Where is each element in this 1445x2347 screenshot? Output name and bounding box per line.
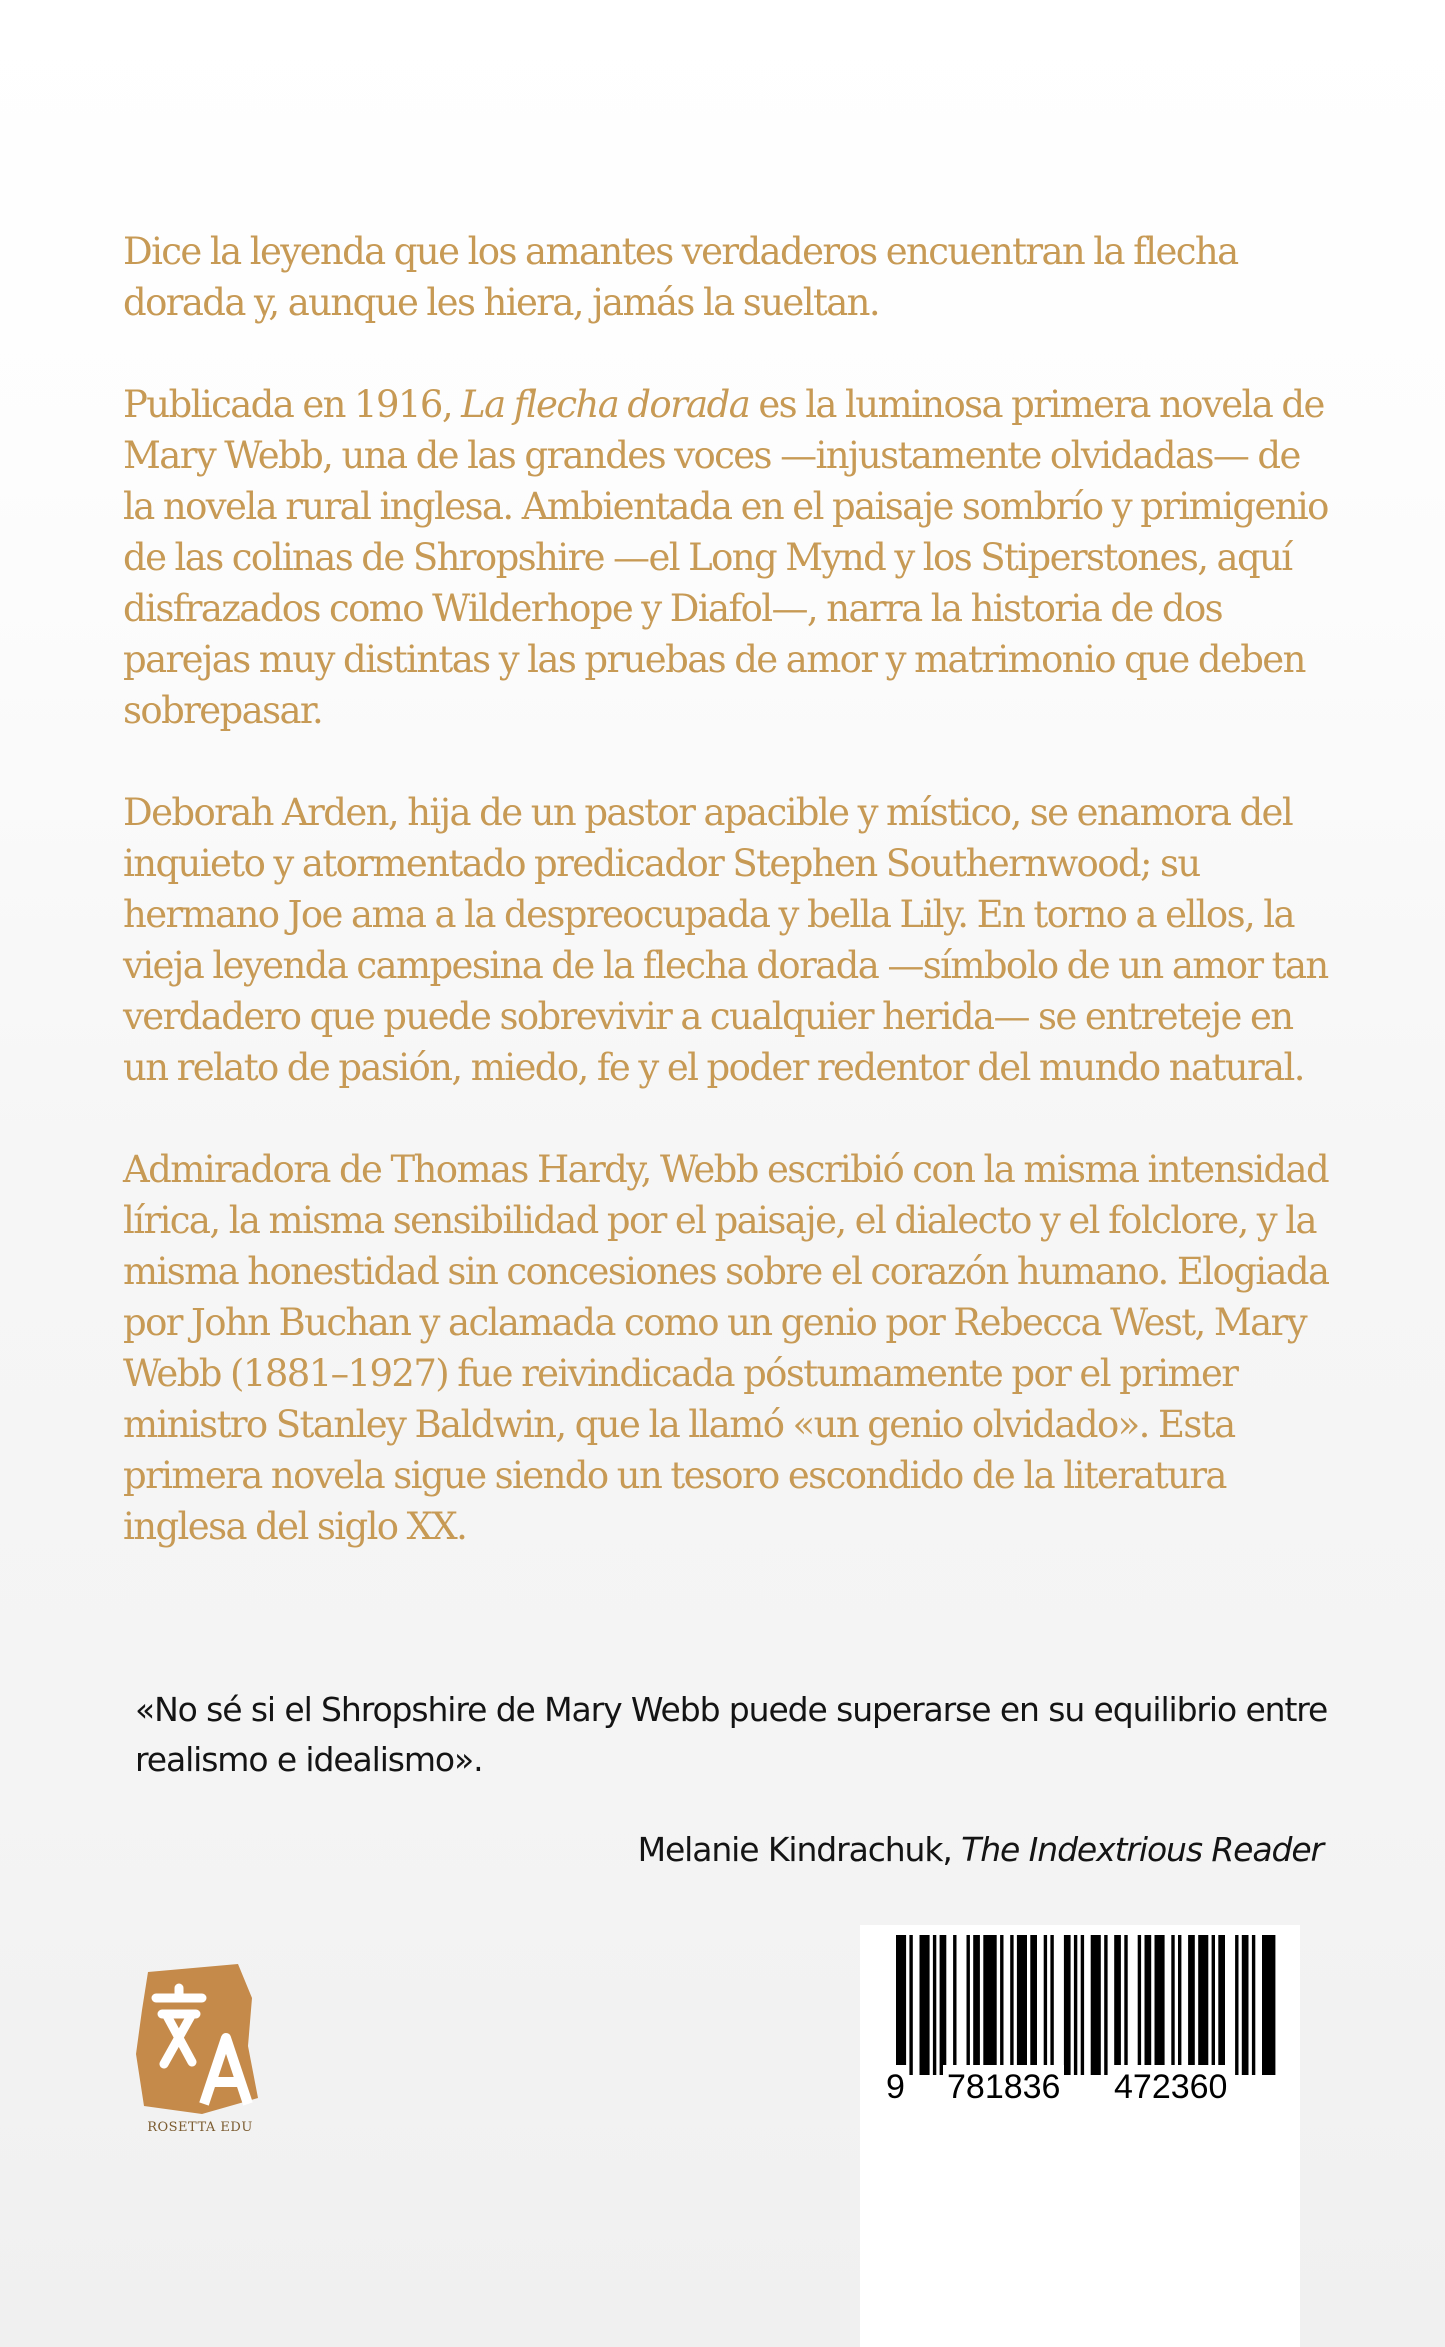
barcode-bar <box>983 1935 996 2075</box>
barcode-bar <box>1030 1935 1037 2075</box>
barcode-bar <box>1010 1935 1013 2075</box>
barcode-bar <box>967 1935 970 2075</box>
barcode-bar <box>1145 1935 1152 2075</box>
blurb-paragraph-3: Deborah Arden, hija de un pastor apacible y místico, se enamora del inquieto y atormentado predicador Stephen Southernwood; su hermano Joe ama a la despreocupada y bella Lily. En torno a ellos, la vieja leyenda campesina de la flecha dorada —símbolo de un amor tan verdadero que puede sobrevivir a cualquier herida— se entreteje en un relato de pasión, miedo, fe y el poder redentor del mundo natural. <box>123 791 1328 1089</box>
isbn-first-digit: 9 <box>882 2065 909 2109</box>
publisher-logo <box>130 1958 270 2143</box>
barcode-bar <box>1064 1935 1071 2075</box>
barcode-bar <box>1212 1935 1215 2075</box>
barcode-bar <box>1242 1935 1249 2075</box>
barcode-bar <box>1218 1935 1225 2075</box>
translate-icon <box>130 1958 270 2118</box>
isbn-group-2: 472360 <box>1110 2065 1231 2109</box>
barcode-bar <box>1124 1935 1127 2075</box>
review-quote: «No sé si el Shropshire de Mary Webb puede superarse en su equilibrio entre realismo e idealismo». <box>135 1690 1328 1779</box>
barcode-bar <box>1188 1935 1195 2075</box>
quote-author: Melanie Kindrachuk, <box>637 1830 962 1869</box>
barcode-bar <box>909 1935 912 2075</box>
barcode-bar <box>933 1935 936 2075</box>
isbn-barcode <box>860 1925 1300 2347</box>
barcode-bars <box>860 1925 1300 2075</box>
quote-attribution <box>638 1825 1323 1875</box>
barcode-bar <box>1138 1935 1141 2075</box>
barcode-bar <box>1155 1935 1165 2075</box>
barcode-bar <box>1104 1935 1107 2075</box>
isbn-group-1: 781836 <box>943 2065 1064 2109</box>
quote-source: The Indextrious Reader <box>961 1830 1323 1869</box>
barcode-bar <box>1178 1935 1181 2075</box>
blurb-paragraph-2 <box>123 379 1338 736</box>
barcode-bar <box>1252 1935 1255 2075</box>
barcode-bar <box>1074 1935 1077 2075</box>
barcode-bar <box>973 1935 980 2075</box>
barcode-bar <box>920 1935 930 2075</box>
book-title: La flecha dorada <box>461 383 750 426</box>
barcode-bar <box>896 1935 906 2075</box>
barcode-bar <box>1198 1935 1208 2075</box>
barcode-bar <box>1171 1935 1174 2075</box>
blurb-text <box>123 226 1338 1552</box>
blurb-p2-intro: Publicada en 1916, <box>123 383 462 426</box>
blurb-paragraph-4: Admiradora de Thomas Hardy, Webb escribió con la misma intensidad lírica, la misma sensibilidad por el paisaje, el dialecto y el folclore, y la misma honestidad sin concesiones sobre el corazón humano. Elogiada por John Buchan y aclamada como un genio por Rebecca West, Mary Webb (1881–1927) fue reivindicada póstumamente por el primer ministro Stanley Baldwin, que la llamó «un genio olvidado». Esta primera novela sigue siendo un tesoro escondido de la literatura inglesa del siglo XX. <box>123 1148 1329 1548</box>
barcode-bar <box>1017 1935 1027 2075</box>
blurb-p2-body: es la luminosa primera novela de Mary Webb, una de las grandes voces —injustamente olvidadas— de la novela rural inglesa. Ambientada en el paisaje sombrío y primigenio de las colinas de Shropshire —el Long Mynd y los Stiperstones, aquí disfrazados como Wilderhope y Diafol—, narra la historia de dos parejas muy distintas y las pruebas de amor y matrimonio que deben sobrepasar. <box>123 383 1328 732</box>
barcode-bar <box>1114 1935 1121 2075</box>
barcode-bar <box>1091 1935 1101 2075</box>
publisher-name: ROSETTA EDU <box>147 2120 253 2135</box>
isbn-digits <box>860 2065 1300 2115</box>
barcode-bar <box>940 1935 947 2075</box>
barcode-bar <box>1044 1935 1047 2075</box>
barcode-bar <box>1050 1935 1053 2075</box>
barcode-bar <box>1081 1935 1084 2075</box>
barcode-bar <box>1235 1935 1238 2075</box>
barcode-bar <box>1000 1935 1003 2075</box>
blurb-paragraph-1: Dice la leyenda que los amantes verdaderos encuentran la flecha dorada y, aunque les hiera, jamás la sueltan. <box>123 230 1238 324</box>
barcode-bar <box>953 1935 956 2075</box>
barcode-bar <box>1262 1935 1275 2075</box>
